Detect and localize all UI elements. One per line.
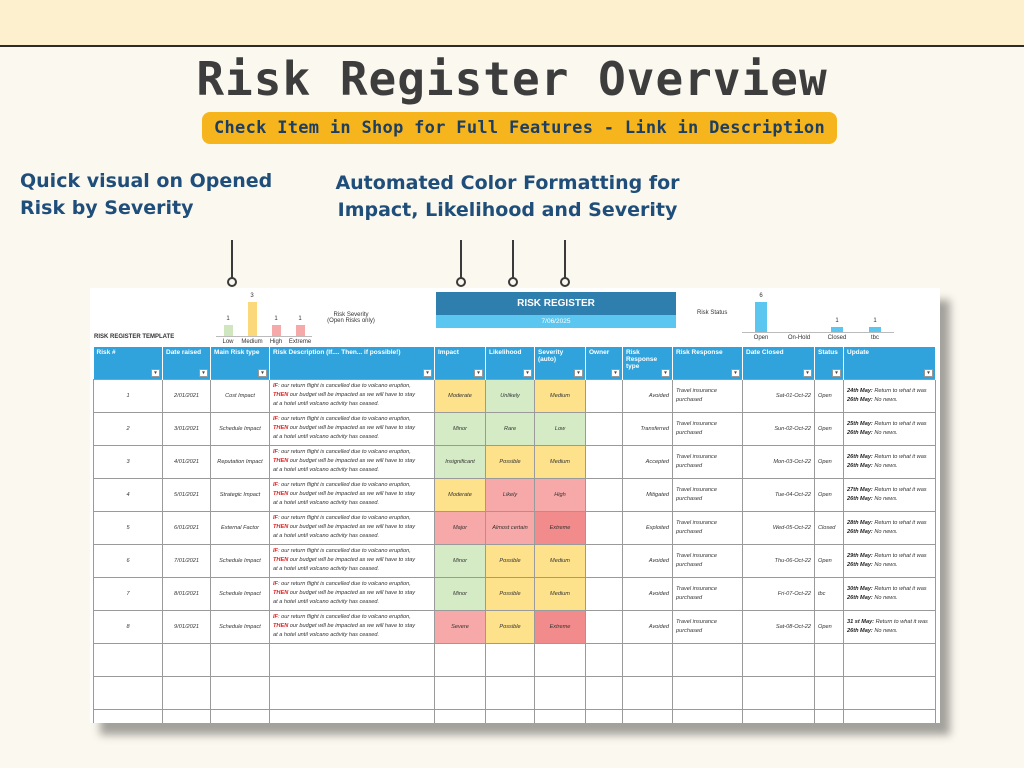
table-row[interactable] — [94, 577, 936, 610]
cell-impact[interactable]: Severe — [435, 610, 486, 643]
desc-if-keyword: IF — [273, 581, 278, 587]
cell-likelihood[interactable]: Almost certain — [486, 511, 535, 544]
empty-cell[interactable] — [535, 676, 586, 709]
filter-dropdown-icon[interactable]: ▾ — [423, 369, 432, 377]
severity-chart — [218, 293, 318, 345]
update-label: 26th May: — [847, 627, 873, 634]
chart-value-label: 1 — [226, 316, 230, 322]
cell-risk-num[interactable]: 5 — [94, 511, 163, 544]
cell-update[interactable] — [844, 412, 936, 445]
template-label: RISK REGISTER TEMPLATE — [94, 334, 175, 340]
cell-response[interactable]: Travel insurance purchased — [673, 412, 743, 445]
chart-category-label: Closed — [827, 335, 847, 341]
update-day: 27th May: — [847, 486, 873, 493]
cell-date-raised[interactable]: 4/01/2021 — [163, 445, 211, 478]
chart-category-label: On-Hold — [787, 335, 811, 341]
filter-dropdown-icon[interactable]: ▾ — [924, 369, 933, 377]
desc-if-keyword: IF — [273, 515, 278, 521]
cell-risk-num[interactable]: 7 — [94, 577, 163, 610]
column-header[interactable]: Date Closed ▾ — [743, 347, 815, 379]
filter-dropdown-icon[interactable]: ▾ — [523, 369, 532, 377]
desc-line: at a hotel until volcano activity has ceased. — [273, 500, 380, 506]
cell-severity[interactable]: Medium — [535, 379, 586, 412]
cell-update[interactable] — [844, 511, 936, 544]
cell-owner[interactable] — [586, 577, 623, 610]
cell-description[interactable]: IF: our return flight is cancelled due to volcano eruption, THEN our budget will be impacted as we will have to stay at a hotel until volcano activity has ceased. — [270, 445, 435, 478]
cell-description[interactable]: IF: our return flight is cancelled due to volcano eruption, THEN our budget will be impacted as we will have to stay at a hotel until volcano activity has ceased. — [270, 577, 435, 610]
cell-date-raised[interactable]: 5/01/2021 — [163, 478, 211, 511]
cell-impact[interactable]: Insignificant — [435, 445, 486, 478]
cell-risk-type[interactable]: Schedule Impact — [211, 544, 270, 577]
update-day: 29th May: — [847, 552, 873, 559]
empty-cell[interactable] — [163, 709, 211, 723]
empty-cell[interactable] — [486, 676, 535, 709]
empty-cell[interactable] — [94, 643, 163, 676]
desc-then-keyword: THEN — [273, 557, 289, 563]
chart-category-label: Extreme — [288, 339, 312, 345]
pointer-pin — [512, 240, 514, 278]
desc-line: our budget will be impacted as we will have to stay — [289, 392, 416, 398]
update-day: 28th May: — [847, 519, 873, 526]
desc-line: at a hotel until volcano activity has ceased. — [273, 566, 380, 572]
cell-impact[interactable]: Moderate — [435, 379, 486, 412]
filter-dropdown-icon[interactable]: ▾ — [611, 369, 620, 377]
desc-line: our return flight is cancelled due to volcano eruption, — [281, 614, 411, 620]
table-row[interactable] — [94, 478, 936, 511]
cell-date-closed[interactable]: Sun-02-Oct-22 — [743, 412, 815, 445]
table-row[interactable] — [94, 445, 936, 478]
update-text: Return to what it was — [874, 387, 927, 394]
chart-bar — [755, 302, 767, 332]
filter-dropdown-icon[interactable]: ▾ — [258, 369, 267, 377]
update-label: 26th May: — [847, 594, 873, 601]
cell-risk-num[interactable]: 4 — [94, 478, 163, 511]
cell-likelihood[interactable]: Rare — [486, 412, 535, 445]
empty-cell[interactable] — [94, 709, 163, 723]
filter-dropdown-icon[interactable]: ▾ — [832, 369, 841, 377]
chart-bar — [272, 325, 281, 336]
desc-if-keyword: IF — [273, 482, 278, 488]
update-news: No news. — [874, 462, 898, 469]
empty-cell[interactable] — [844, 643, 936, 676]
chart-axis — [216, 336, 312, 337]
chart-value-label: 1 — [298, 316, 302, 322]
empty-cell[interactable] — [815, 676, 844, 709]
cell-date-raised[interactable]: 2/01/2021 — [163, 379, 211, 412]
cell-risk-type[interactable]: Schedule Impact — [211, 412, 270, 445]
empty-cell[interactable] — [270, 676, 435, 709]
column-header[interactable]: Update ▾ — [844, 347, 936, 379]
update-label: 26th May: — [847, 561, 873, 568]
cell-risk-type[interactable]: Cost Impact — [211, 379, 270, 412]
cell-risk-num[interactable]: 3 — [94, 445, 163, 478]
cell-risk-num[interactable]: 2 — [94, 412, 163, 445]
update-text: Return to what it was — [874, 453, 927, 460]
column-header[interactable]: Severity (auto) ▾ — [535, 347, 586, 379]
cell-risk-num[interactable]: 8 — [94, 610, 163, 643]
desc-line: our return flight is cancelled due to volcano eruption, — [281, 581, 411, 587]
cell-status[interactable]: Open — [815, 610, 844, 643]
cell-likelihood[interactable]: Possible — [486, 445, 535, 478]
cell-likelihood[interactable]: Possible — [486, 544, 535, 577]
empty-cell[interactable] — [535, 643, 586, 676]
cell-likelihood[interactable]: Unlikely — [486, 379, 535, 412]
desc-line: at a hotel until volcano activity has ceased. — [273, 434, 380, 440]
cell-description[interactable]: IF: our return flight is cancelled due to volcano eruption, THEN our budget will be impacted as we will have to stay at a hotel until volcano activity has ceased. — [270, 610, 435, 643]
column-header[interactable]: Status ▾ — [815, 347, 844, 379]
column-header[interactable]: Likelihood ▾ — [486, 347, 535, 379]
cell-date-closed[interactable]: Tue-04-Oct-22 — [743, 478, 815, 511]
cell-response[interactable]: Travel insurance purchased — [673, 445, 743, 478]
banner-text: Check Item in Shop for Full Features - Link in Description — [213, 118, 826, 138]
filter-dropdown-icon[interactable]: ▾ — [661, 369, 670, 377]
desc-line: our budget will be impacted as we will have to stay — [289, 491, 416, 497]
pointer-pin — [564, 240, 566, 278]
cell-status[interactable]: Open — [815, 445, 844, 478]
cell-likelihood[interactable]: Likely — [486, 478, 535, 511]
empty-cell[interactable] — [815, 709, 844, 723]
cell-update[interactable] — [844, 379, 936, 412]
update-text: Return to what it was — [874, 552, 927, 559]
chart-bar — [248, 302, 257, 336]
cell-owner[interactable] — [586, 478, 623, 511]
desc-then-keyword: THEN — [273, 458, 289, 464]
cell-response[interactable]: Travel insurance purchased — [673, 610, 743, 643]
desc-if-keyword: IF — [273, 416, 278, 422]
cell-owner[interactable] — [586, 445, 623, 478]
desc-line: at a hotel until volcano activity has ceased. — [273, 533, 380, 539]
empty-row[interactable] — [94, 709, 936, 723]
table-header-row — [94, 347, 936, 379]
empty-cell[interactable] — [586, 709, 623, 723]
column-header[interactable]: Impact ▾ — [435, 347, 486, 379]
empty-cell[interactable] — [270, 643, 435, 676]
cell-description[interactable]: IF: our return flight is cancelled due to volcano eruption, THEN our budget will be impacted as we will have to stay at a hotel until volcano activity has ceased. — [270, 544, 435, 577]
cell-date-raised[interactable]: 8/01/2021 — [163, 577, 211, 610]
empty-cell[interactable] — [211, 709, 270, 723]
update-text: Return to what it was — [874, 486, 927, 493]
empty-cell[interactable] — [673, 709, 743, 723]
empty-cell[interactable] — [743, 643, 815, 676]
empty-cell[interactable] — [486, 643, 535, 676]
cell-response-type[interactable]: Avoided — [623, 577, 673, 610]
update-news: No news. — [874, 528, 898, 535]
cell-date-closed[interactable]: Thu-06-Oct-22 — [743, 544, 815, 577]
empty-cell[interactable] — [844, 709, 936, 723]
cell-risk-type[interactable]: Schedule Impact — [211, 610, 270, 643]
cell-owner[interactable] — [586, 511, 623, 544]
cell-owner[interactable] — [586, 544, 623, 577]
severity-chart-title-line1: Risk Severity — [333, 312, 369, 318]
desc-line: our return flight is cancelled due to volcano eruption, — [281, 548, 411, 554]
update-label: 26th May: — [847, 462, 873, 469]
chart-category-label: Open — [753, 335, 769, 341]
status-chart — [745, 292, 895, 344]
desc-line: our return flight is cancelled due to volcano eruption, — [281, 383, 411, 389]
cell-impact[interactable]: Major — [435, 511, 486, 544]
cell-severity[interactable]: Medium — [535, 577, 586, 610]
cell-update[interactable] — [844, 610, 936, 643]
filter-dropdown-icon[interactable]: ▾ — [151, 369, 160, 377]
desc-if-keyword: IF — [273, 449, 278, 455]
update-text: Return to what it was — [874, 585, 927, 592]
cell-impact[interactable]: Minor — [435, 544, 486, 577]
filter-dropdown-icon[interactable]: ▾ — [474, 369, 483, 377]
cell-risk-type[interactable]: Schedule Impact — [211, 577, 270, 610]
empty-cell[interactable] — [743, 676, 815, 709]
update-label: 26th May: — [847, 429, 873, 436]
chart-axis — [742, 332, 894, 333]
column-header[interactable]: Risk Description (If.... Then... if possible!) ▾ — [270, 347, 435, 379]
update-news: No news. — [874, 561, 898, 568]
cell-date-closed[interactable]: Sat-01-Oct-22 — [743, 379, 815, 412]
cell-update[interactable] — [844, 577, 936, 610]
register-header — [436, 292, 676, 330]
empty-cell[interactable] — [586, 643, 623, 676]
cell-severity[interactable]: Medium — [535, 544, 586, 577]
update-text: Return to what it was — [874, 519, 927, 526]
register-title: RISK REGISTER — [436, 292, 676, 315]
table-row[interactable] — [94, 379, 936, 412]
cell-date-raised[interactable]: 6/01/2021 — [163, 511, 211, 544]
feature-callout-severity: Quick visual on Opened Risk by Severity — [20, 170, 273, 219]
desc-if-keyword: IF — [273, 614, 278, 620]
cell-response[interactable]: Travel insurance purchased — [673, 379, 743, 412]
empty-row[interactable] — [94, 643, 936, 676]
desc-line: our return flight is cancelled due to volcano eruption, — [281, 515, 411, 521]
cell-owner[interactable] — [586, 379, 623, 412]
chart-category-label: Medium — [241, 339, 263, 345]
update-news: No news. — [874, 495, 898, 502]
table-row[interactable] — [94, 610, 936, 643]
cell-status[interactable]: Open — [815, 544, 844, 577]
chart-category-label: tbc — [870, 335, 879, 341]
filter-dropdown-icon[interactable]: ▾ — [199, 369, 208, 377]
cell-severity[interactable]: High — [535, 478, 586, 511]
severity-chart-title — [316, 312, 386, 324]
chart-value-label: 6 — [759, 293, 763, 299]
desc-line: our return flight is cancelled due to volcano eruption, — [281, 482, 411, 488]
cell-impact[interactable]: Minor — [435, 412, 486, 445]
desc-if-keyword: IF — [273, 548, 278, 554]
desc-then-keyword: THEN — [273, 392, 289, 398]
desc-line: at a hotel until volcano activity has ceased. — [273, 401, 380, 407]
desc-line: our budget will be impacted as we will have to stay — [289, 557, 416, 563]
update-news: No news. — [874, 396, 898, 403]
spreadsheet-preview — [90, 288, 940, 723]
desc-line: our budget will be impacted as we will have to stay — [289, 623, 416, 629]
empty-cell[interactable] — [211, 676, 270, 709]
top-band — [0, 0, 1024, 47]
desc-then-keyword: THEN — [273, 491, 289, 497]
empty-cell[interactable] — [815, 643, 844, 676]
empty-cell[interactable] — [435, 676, 486, 709]
update-text: Return to what it was — [875, 618, 928, 625]
desc-then-keyword: THEN — [273, 590, 289, 596]
cell-status[interactable]: Open — [815, 379, 844, 412]
desc-then-keyword: THEN — [273, 524, 289, 530]
cell-response-type[interactable]: Avoided — [623, 544, 673, 577]
empty-cell[interactable] — [535, 709, 586, 723]
cell-risk-type[interactable]: Strategic Impact — [211, 478, 270, 511]
cell-impact[interactable]: Minor — [435, 577, 486, 610]
cell-response[interactable]: Travel insurance purchased — [673, 478, 743, 511]
update-label: 26th May: — [847, 528, 873, 535]
update-day: 30th May: — [847, 585, 873, 592]
status-chart-title: Risk Status — [697, 310, 728, 316]
empty-cell[interactable] — [211, 643, 270, 676]
desc-line: our budget will be impacted as we will have to stay — [289, 458, 416, 464]
empty-cell[interactable] — [623, 676, 673, 709]
cell-response[interactable]: Travel insurance purchased — [673, 544, 743, 577]
cell-response-type[interactable]: Exploited — [623, 511, 673, 544]
update-label: 26th May: — [847, 396, 873, 403]
chart-category-label: High — [269, 339, 283, 345]
column-header[interactable]: Main Risk type ▾ — [211, 347, 270, 379]
desc-line: at a hotel until volcano activity has ceased. — [273, 467, 380, 473]
empty-cell[interactable] — [743, 709, 815, 723]
cell-date-closed[interactable]: Mon-03-Oct-22 — [743, 445, 815, 478]
desc-line: our budget will be impacted as we will have to stay — [289, 524, 416, 530]
empty-cell[interactable] — [673, 643, 743, 676]
feature-callout-formatting: Automated Color Formatting for Impact, Likelihood and Severity — [335, 172, 680, 221]
register-date: 7/06/2025 — [436, 315, 676, 328]
column-header[interactable]: Date raised ▾ — [163, 347, 211, 379]
cell-severity[interactable]: Medium — [535, 445, 586, 478]
empty-cell[interactable] — [486, 709, 535, 723]
cell-response-type[interactable]: Accepted — [623, 445, 673, 478]
empty-cell[interactable] — [673, 676, 743, 709]
update-news: No news. — [874, 429, 898, 436]
table-row[interactable] — [94, 511, 936, 544]
empty-cell[interactable] — [586, 676, 623, 709]
risk-table — [93, 347, 936, 723]
cell-owner[interactable] — [586, 610, 623, 643]
filter-dropdown-icon[interactable]: ▾ — [731, 369, 740, 377]
update-day: 24th May: — [847, 387, 873, 394]
cell-response[interactable]: Travel insurance purchased — [673, 511, 743, 544]
page-title: Risk Register Overview — [196, 52, 828, 106]
cell-status[interactable]: tbc — [815, 577, 844, 610]
empty-cell[interactable] — [844, 676, 936, 709]
column-header[interactable]: Risk Response type ▾ — [623, 347, 673, 379]
empty-cell[interactable] — [270, 709, 435, 723]
desc-line: our budget will be impacted as we will have to stay — [289, 425, 416, 431]
chart-value-label: 1 — [873, 318, 877, 324]
filter-dropdown-icon[interactable]: ▾ — [574, 369, 583, 377]
cell-response[interactable]: Travel insurance purchased — [673, 577, 743, 610]
cell-likelihood[interactable]: Possible — [486, 577, 535, 610]
cell-severity[interactable]: Extreme — [535, 511, 586, 544]
cell-response-type[interactable]: Transferred — [623, 412, 673, 445]
desc-line: at a hotel until volcano activity has ceased. — [273, 599, 380, 605]
cell-description[interactable]: IF: our return flight is cancelled due to volcano eruption, THEN our budget will be impacted as we will have to stay at a hotel until volcano activity has ceased. — [270, 412, 435, 445]
cell-severity[interactable]: Low — [535, 412, 586, 445]
desc-then-keyword: THEN — [273, 425, 289, 431]
cell-risk-num[interactable]: 6 — [94, 544, 163, 577]
empty-cell[interactable] — [623, 709, 673, 723]
cell-date-closed[interactable]: Sat-08-Oct-22 — [743, 610, 815, 643]
chart-value-label: 1 — [835, 318, 839, 324]
cell-update[interactable] — [844, 478, 936, 511]
update-news: No news. — [874, 594, 898, 601]
chart-value-label: 1 — [274, 316, 278, 322]
cell-impact[interactable]: Moderate — [435, 478, 486, 511]
cell-status[interactable]: Open — [815, 412, 844, 445]
cell-description[interactable]: IF: our return flight is cancelled due to volcano eruption, THEN our budget will be impacted as we will have to stay at a hotel until volcano activity has ceased. — [270, 379, 435, 412]
update-day: 25th May: — [847, 420, 873, 427]
cell-date-raised[interactable]: 7/01/2021 — [163, 544, 211, 577]
cell-response-type[interactable]: Mitigated — [623, 478, 673, 511]
column-header[interactable]: Owner ▾ — [586, 347, 623, 379]
cell-owner[interactable] — [586, 412, 623, 445]
cell-date-raised[interactable]: 9/01/2021 — [163, 610, 211, 643]
cell-risk-type[interactable]: External Factor — [211, 511, 270, 544]
empty-cell[interactable] — [163, 676, 211, 709]
chart-category-label: Low — [222, 339, 234, 345]
cell-status[interactable]: Open — [815, 478, 844, 511]
column-header[interactable]: Risk Response ▾ — [673, 347, 743, 379]
desc-line: our budget will be impacted as we will have to stay — [289, 590, 416, 596]
cell-response-type[interactable]: Avoided — [623, 379, 673, 412]
desc-line: at a hotel until volcano activity has ceased. — [273, 632, 380, 638]
cell-update[interactable] — [844, 445, 936, 478]
chart-value-label: 3 — [250, 293, 254, 299]
cell-response-type[interactable]: Avoided — [623, 610, 673, 643]
pointer-pin — [231, 240, 233, 278]
empty-cell[interactable] — [435, 643, 486, 676]
cell-update[interactable] — [844, 544, 936, 577]
desc-then-keyword: THEN — [273, 623, 289, 629]
update-day: 31 st May: — [847, 618, 875, 625]
cell-severity[interactable]: Extreme — [535, 610, 586, 643]
desc-line: our return flight is cancelled due to volcano eruption, — [281, 416, 411, 422]
table-row[interactable] — [94, 544, 936, 577]
cell-date-closed[interactable]: Fri-07-Oct-22 — [743, 577, 815, 610]
chart-bar — [224, 325, 233, 336]
desc-if-keyword: IF — [273, 383, 278, 389]
cell-risk-type[interactable]: Reputation Impact — [211, 445, 270, 478]
empty-cell[interactable] — [163, 643, 211, 676]
cell-description[interactable]: IF: our return flight is cancelled due to volcano eruption, THEN our budget will be impacted as we will have to stay at a hotel until volcano activity has ceased. — [270, 478, 435, 511]
update-text: Return to what it was — [874, 420, 927, 427]
desc-line: our return flight is cancelled due to volcano eruption, — [281, 449, 411, 455]
cell-date-closed[interactable]: Wed-05-Oct-22 — [743, 511, 815, 544]
table-row[interactable] — [94, 412, 936, 445]
update-news: No news. — [874, 627, 898, 634]
cell-date-raised[interactable]: 3/01/2021 — [163, 412, 211, 445]
update-day: 26th May: — [847, 453, 873, 460]
chart-bar — [296, 325, 305, 336]
severity-chart-title-line2: (Open Risks only) — [327, 318, 375, 324]
cell-likelihood[interactable]: Possible — [486, 610, 535, 643]
update-label: 26th May: — [847, 495, 873, 502]
cell-risk-num[interactable]: 1 — [94, 379, 163, 412]
cell-status[interactable]: Closed — [815, 511, 844, 544]
pointer-pin — [460, 240, 462, 278]
filter-dropdown-icon[interactable]: ▾ — [803, 369, 812, 377]
empty-cell[interactable] — [623, 643, 673, 676]
empty-row[interactable] — [94, 676, 936, 709]
empty-cell[interactable] — [435, 709, 486, 723]
empty-cell[interactable] — [94, 676, 163, 709]
cell-description[interactable]: IF: our return flight is cancelled due to volcano eruption, THEN our budget will be impacted as we will have to stay at a hotel until volcano activity has ceased. — [270, 511, 435, 544]
column-header[interactable]: Risk # ▾ — [94, 347, 163, 379]
shop-banner[interactable] — [202, 112, 837, 144]
